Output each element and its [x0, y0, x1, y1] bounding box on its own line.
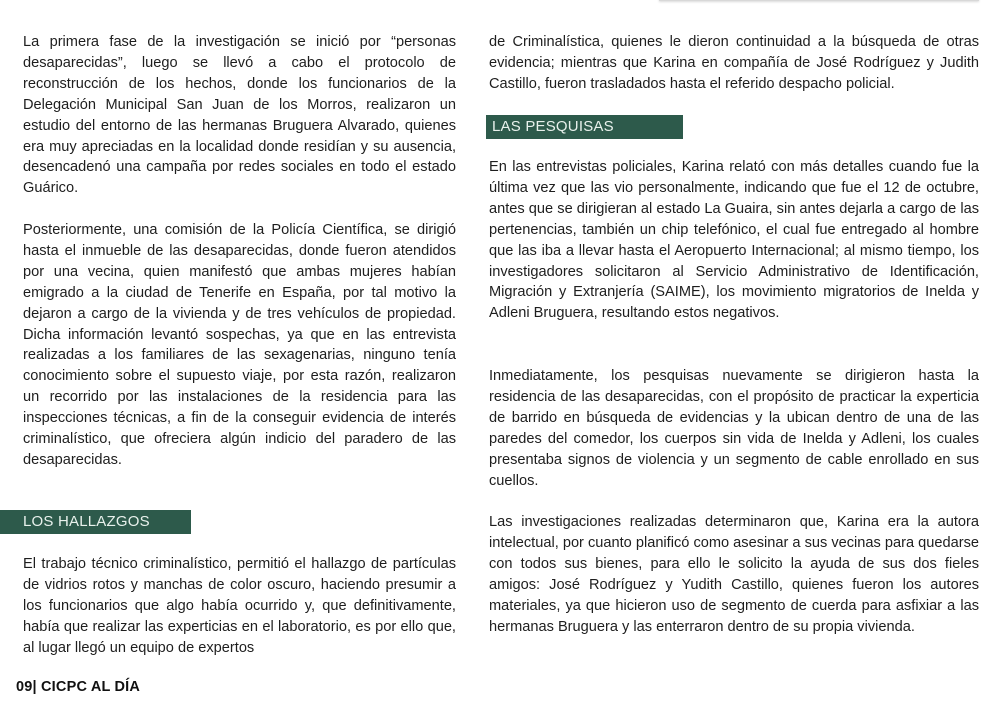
top-divider — [659, 0, 979, 1]
page-footer: 09| CICPC AL DÍA — [16, 679, 141, 695]
paragraph-entrevistas: En las entrevistas policiales, Karina relató con más detalles cuando fue la última vez que las vio personalmente, indicando que fue el 12 de octubre, antes que se dirigieran al estado La Guaira, sin antes dejarla a cargo de las pertenencias, también un chip telefónico, el cual fue entregado al hombre que las iba a llevar hasta el Aeropuerto Internacional; al mismo tiempo, los investigadores solicitaron al Servicio Administrativo de Identificación, Migración y Extranjería (SAIME), los movimiento migratorios de Inelda y Adleni Bruguera, resultando estos negativos. — [489, 159, 979, 322]
section-heading-hallazgos: LOS HALLAZGOS — [0, 510, 191, 534]
paragraph-hallazgos: El trabajo técnico criminalístico, permitió el hallazgo de partículas de vidrios rotos y manchas de color oscuro, haciendo presumir a los funcionarios que algo había ocurrido y, que definitivamente, había que realizar las experticias en el laboratorio, es por ello que, al lugar llegó un equipo de expertos — [23, 556, 456, 656]
paragraph-continuation: de Criminalística, quienes le dieron continuidad a la búsqueda de otras evidencia; mientras que Karina en compañía de José Rodríguez y Judith Castillo, fueron trasladados hasta el referido despacho policial. — [489, 34, 979, 92]
paragraph-comision: Posteriormente, una comisión de la Policía Científica, se dirigió hasta el inmueble de las desaparecidas, donde fueron atendidos por una vecina, quien manifestó que ambas mujeres habían emigrado a la ciudad de Tenerife en España, por tal motivo la dejaron a cargo de la vivienda y de tres vehículos de propiedad. Dicha información levantó sospechas, ya que en las entrevista realizadas a los familiares de las sexagenarias, ninguno tenía conocimiento sobre el supuesto viaje, por esta razón, realizaron un recorrido por las instalaciones de la residencia para las inspecciones técnicas, a fin de la conseguir evidencia de interés criminalístico, que ofreciera algún indicio del paradero de las desaparecidas. — [23, 222, 456, 468]
paragraph-inmediatamente: Inmediatamente, los pesquisas nuevamente se dirigieron hasta la residencia de las desaparecidas, con el propósito de practicar la experticia de barrido en búsqueda de evidencias y la ubican dentro de una de las paredes del comedor, los cuerpos sin vida de Inelda y Adleni, los cuales presentaba signos de violencia y un segmento de cable enrollado en sus cuellos. — [489, 368, 979, 489]
paragraph-intro: La primera fase de la investigación se inició por “personas desaparecidas”, luego se llevó a cabo el protocolo de reconstrucción de los hechos, donde los funcionarios de la Delegación Municipal San Juan de los Morros, realizaron un estudio del entorno de las hermanas Bruguera Alvarado, quienes era muy apreciadas en la localidad donde residían y su ausencia, desencadenó una campaña por redes sociales en todo el estado Guárico. — [23, 34, 456, 197]
section-heading-pesquisas: LAS PESQUISAS — [486, 115, 683, 139]
paragraph-conclusion: Las investigaciones realizadas determinaron que, Karina era la autora intelectual, por cuanto planificó como asesinar a sus vecinas para quedarse con todos sus bienes, para ello le solicito la ayuda de sus dos fieles amigos: José Rodríguez y Yudith Castillo, quienes fueron los autores materiales, ya que hicieron uso de segmento de cuerda para asfixiar a las hermanas Bruguera y las enterraron dentro de su propia vivienda. — [489, 514, 979, 635]
